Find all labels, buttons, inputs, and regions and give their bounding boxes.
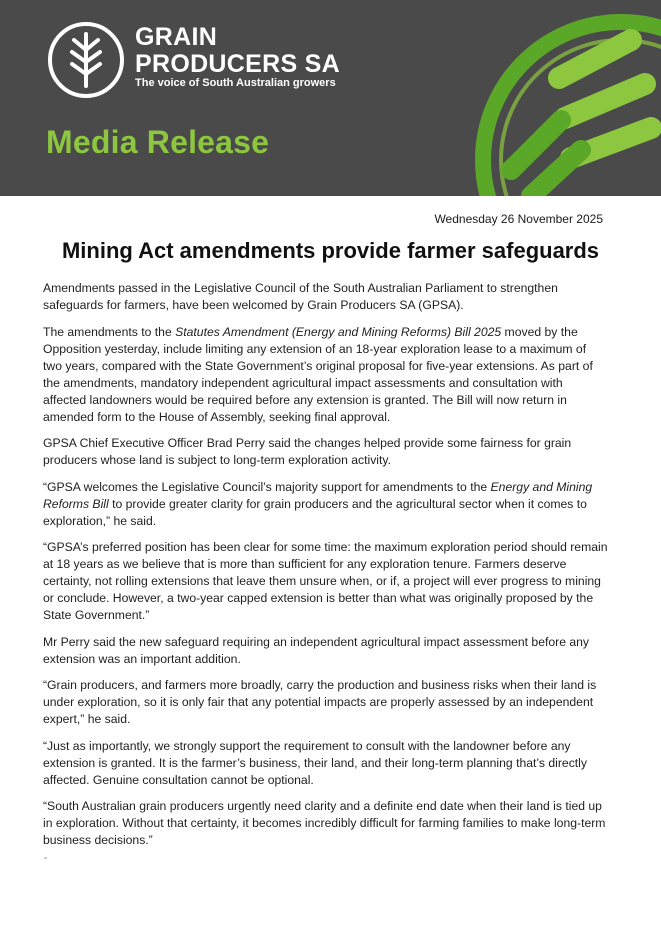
release-body bbox=[43, 280, 608, 859]
wheat-arc-graphic bbox=[431, 0, 661, 196]
paragraph-safeguard: Mr Perry said the new safeguard requiring an independent agricultural impact assessment before any extension was an important addition. bbox=[43, 634, 590, 666]
paragraph-text: The amendments to the bbox=[43, 324, 176, 339]
paragraph-text: moved by the Opposition yesterday, include limiting any extension of an 18-year exploration lease to a maximum of two years, compared with the State Government’s original proposal for five-year extensions. As part of the amendments, mandatory independent agricultural impact assessments and consultation with affected landowners would be required before any extension is granted. The Bill will now return in amended form to the House of Assembly, seeking final approval. bbox=[43, 324, 593, 424]
release-date: Wednesday 26 November 2025 bbox=[434, 212, 603, 226]
brand-tagline: The voice of South Australian growers bbox=[135, 77, 336, 89]
header-banner bbox=[0, 0, 661, 196]
paragraph-quote-1 bbox=[43, 479, 608, 530]
trailing-mark: - bbox=[44, 853, 48, 864]
paragraph-text: “GPSA welcomes the Legislative Council’s majority support for amendments to the bbox=[43, 479, 491, 494]
bill-title: Energy and Mining Reforms Bill bbox=[43, 479, 593, 511]
paragraph-quote-5: “South Australian grain producers urgently need clarity and a definite end date when their land is tied up in exploration. Without that certainty, it becomes incredibly difficult for farming families to make long-term business decisions.” bbox=[43, 799, 606, 847]
section-label: Media Release bbox=[46, 124, 270, 160]
bill-title: Statutes Amendment (Energy and Mining Reforms) Bill 2025 bbox=[175, 324, 502, 339]
brand-name-line1: GRAIN bbox=[135, 23, 218, 51]
paragraph-quote-4: “Just as importantly, we strongly support the requirement to consult with the landowner before any extension is granted. It is the farmer’s business, their land, and their long-term planning that’s directly affected. Genuine consultation cannot be optional. bbox=[43, 738, 587, 787]
paragraph-text: to provide greater clarity for grain producers and the agricultural sector when it comes to exploration,” he said. bbox=[43, 496, 587, 528]
paragraph-amendments bbox=[43, 324, 608, 426]
brand-name-line2: PRODUCERS SA bbox=[135, 50, 341, 78]
paragraph-ceo-statement: GPSA Chief Executive Officer Brad Perry said the changes helped provide some fairness for grain producers whose land is subject to long-term exploration activity. bbox=[43, 436, 572, 467]
paragraph-quote-3: “Grain producers, and farmers more broadly, carry the production and business risks when their land is under exploration, so it is only fair that any potential impacts are properly assessed by an independent expert,” he said. bbox=[43, 678, 597, 726]
paragraph-intro: Amendments passed in the Legislative Council of the South Australian Parliament to strengthen safeguards for farmers, have been welcomed by Grain Producers SA (GPSA). bbox=[43, 281, 558, 312]
paragraph-quote-2: “GPSA’s preferred position has been clear for some time: the maximum exploration period should remain at 18 years as we believe that is more than sufficient for any exploration tenure. Farmers deserve certainty, not rolling extensions that leave them unsure when, or if, a project will ever progress to mining or conclude. However, a two-year capped extension is better than what was originally proposed by the State Government.” bbox=[43, 540, 608, 622]
release-title: Mining Act amendments provide farmer safeguards bbox=[61, 238, 600, 263]
wheat-logo-icon bbox=[46, 20, 126, 100]
